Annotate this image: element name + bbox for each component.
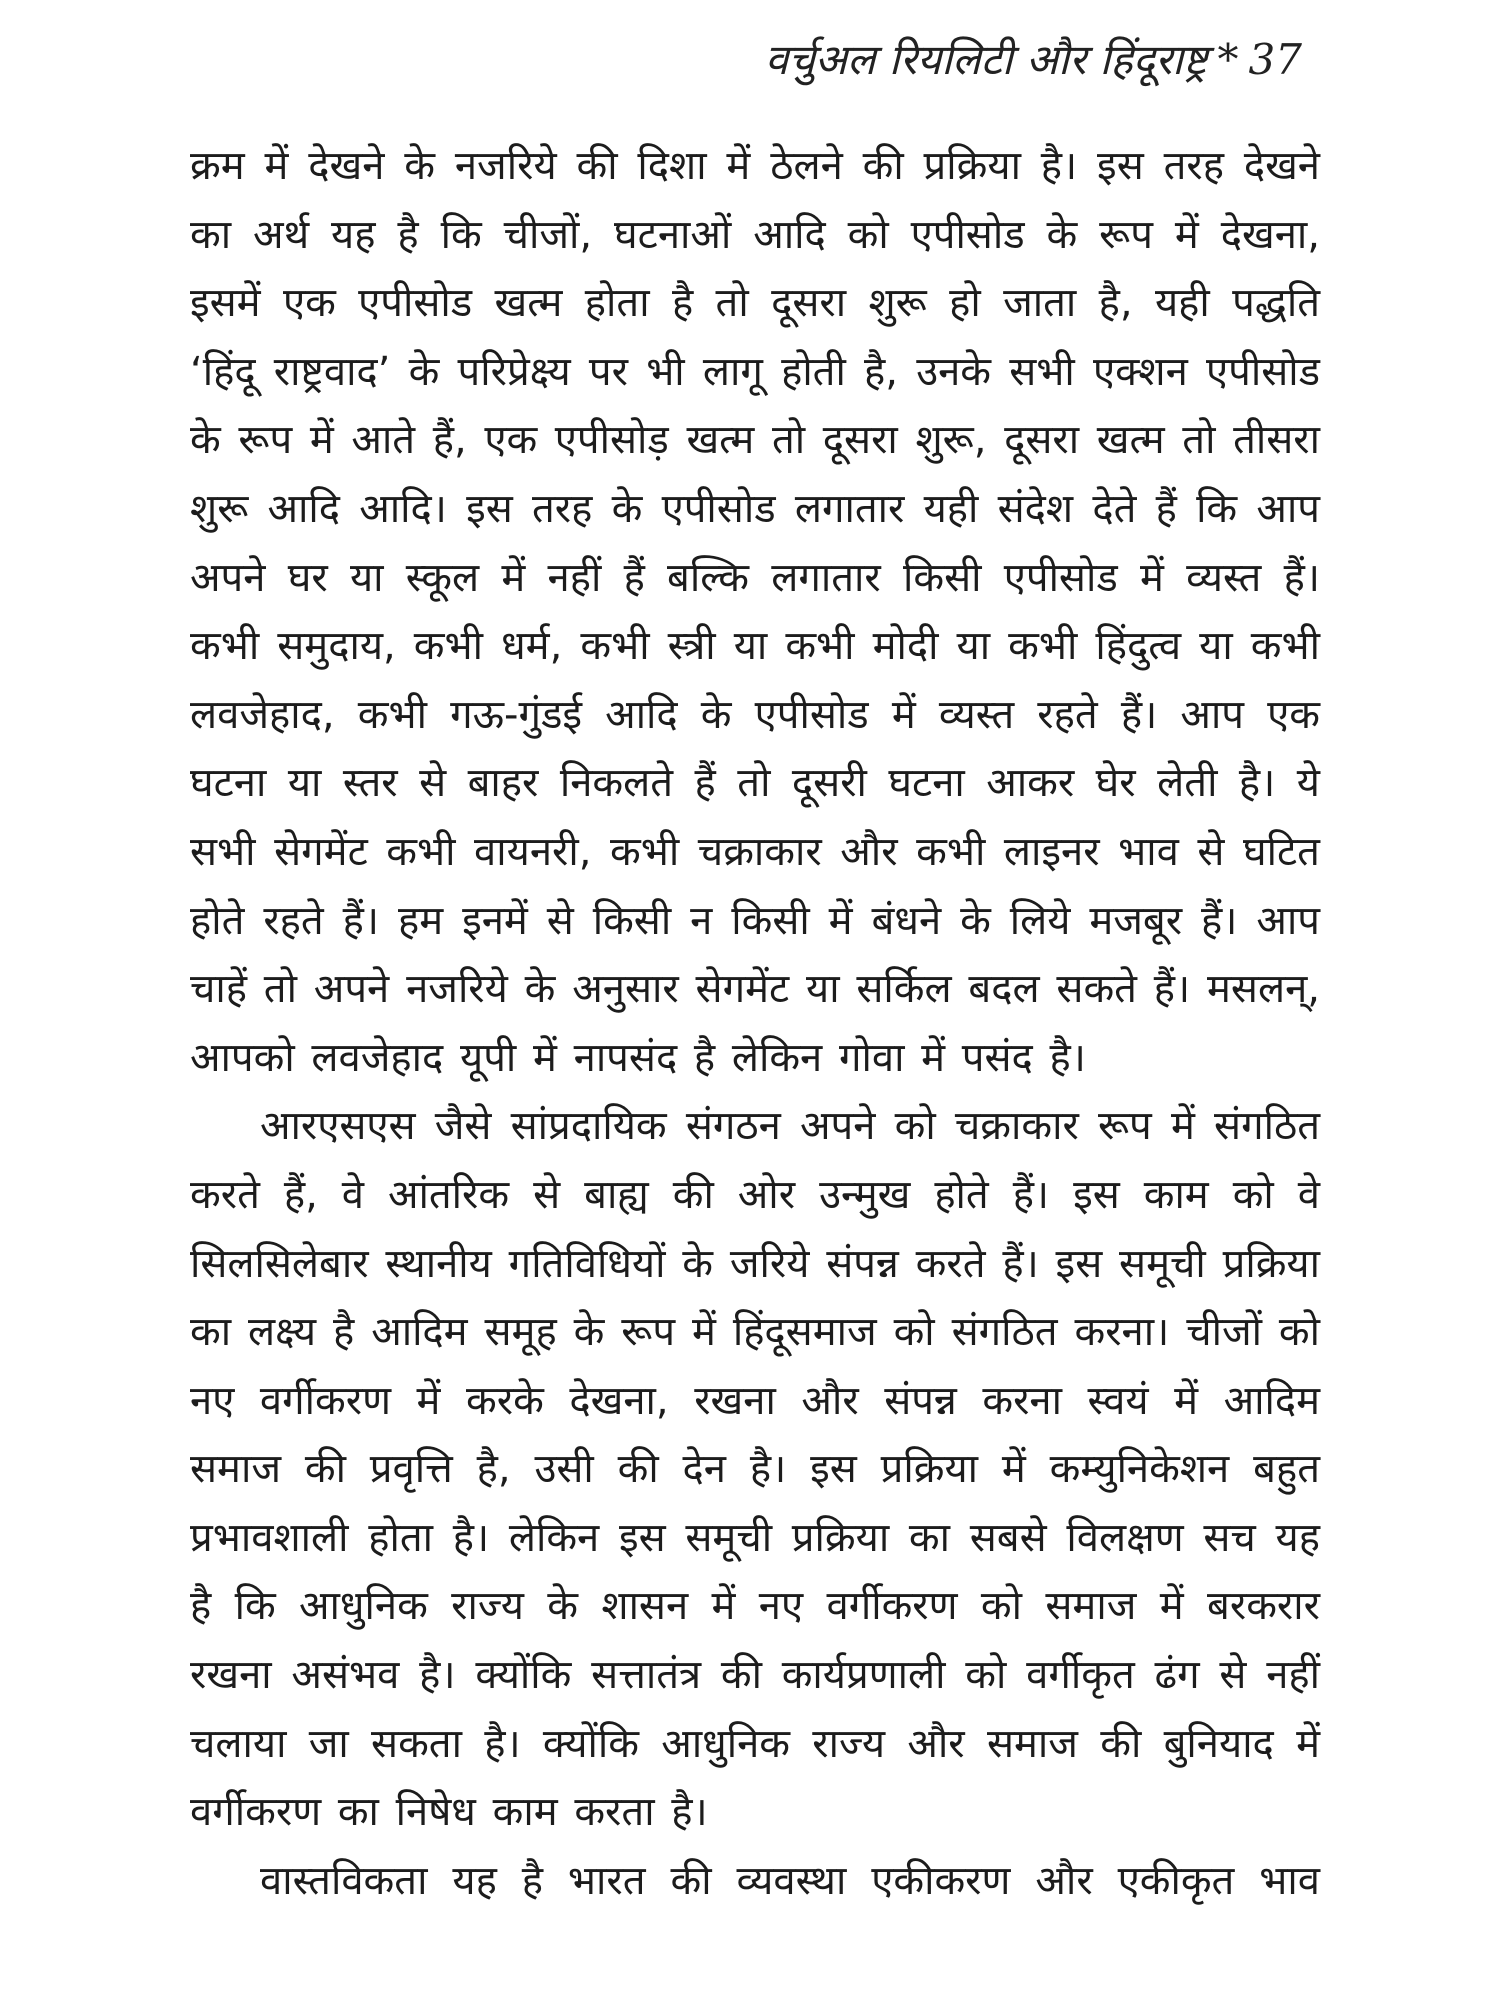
body-text	[190, 132, 1320, 1915]
header-separator: *	[1217, 35, 1239, 84]
page-number: 37	[1248, 35, 1302, 84]
running-header	[765, 30, 1302, 90]
paragraph-continued: क्रम में देखने के नजरिये की दिशा में ठेलने की प्रक्रिया है। इस तरह देखने का अर्थ यह है कि चीजों, घटनाओं आदि को एपीसोड के रूप में देखना, इसमें एक एपीसोड खत्म होता है तो दूसरा शुरू हो जाता है, यही पद्धति ‘हिंदू राष्ट्रवाद’ के परिप्रेक्ष्य पर भी लागू होती है, उनके सभी एक्शन एपीसोड के रूप में आते हैं, एक एपीसोड़ खत्म तो दूसरा शुरू, दूसरा खत्म तो तीसरा शुरू आदि आदि। इस तरह के एपीसोड लगातार यही संदेश देते हैं कि आप अपने घर या स्कूल में नहीं हैं बल्कि लगातार किसी एपीसोड में व्यस्त हैं। कभी समुदाय, कभी धर्म, कभी स्त्री या कभी मोदी या कभी हिंदुत्व या कभी लवजेहाद, कभी गऊ-गुंडई आदि के एपीसोड में व्यस्त रहते हैं। आप एक घटना या स्तर से बाहर निकलते हैं तो दूसरी घटना आकर घेर लेती है। ये सभी सेगमेंट कभी वायनरी, कभी चक्राकार और कभी लाइनर भाव से घटित होते रहते हैं। हम इनमें से किसी न किसी में बंधने के लिये मजबूर हैं। आप चाहें तो अपने नजरिये के अनुसार सेगमेंट या सर्किल बदल सकते हैं। मसलन्, आपको लवजेहाद यूपी में नापसंद है लेकिन गोवा में पसंद है।	[190, 143, 1320, 1081]
paragraph-reality: वास्तविकता यह है भारत की व्यवस्था एकीकरण और एकीकृत भाव	[260, 1857, 1320, 1904]
paragraph-rss: आरएसएस जैसे सांप्रदायिक संगठन अपने को चक्राकार रूप में संगठित करते हैं, वे आंतरिक से बाह्य की ओर उन्मुख होते हैं। इस काम को वे सिलसिलेबार स्थानीय गतिविधियों के जरिये संपन्न करते हैं। इस समूची प्रक्रिया का लक्ष्य है आदिम समूह के रूप में हिंदूसमाज को संगठित करना। चीजों को नए वर्गीकरण में करके देखना, रखना और संपन्न करना स्वयं में आदिम समाज की प्रवृत्ति है, उसी की देन है। इस प्रक्रिया में कम्युनिकेशन बहुत प्रभावशाली होता है। लेकिन इस समूची प्रक्रिया का सबसे विलक्षण सच यह है कि आधुनिक राज्य के शासन में नए वर्गीकरण को समाज में बरकरार रखना असंभव है। क्योंकि सत्तातंत्र की कार्यप्रणाली को वर्गीकृत ढंग से नहीं चलाया जा सकता है। क्योंकि आधुनिक राज्य और समाज की बुनियाद में वर्गीकरण का निषेध काम करता है।	[190, 1103, 1320, 1836]
running-title: वर्चुअल रियलिटी और हिंदूराष्ट्र	[764, 35, 1208, 84]
